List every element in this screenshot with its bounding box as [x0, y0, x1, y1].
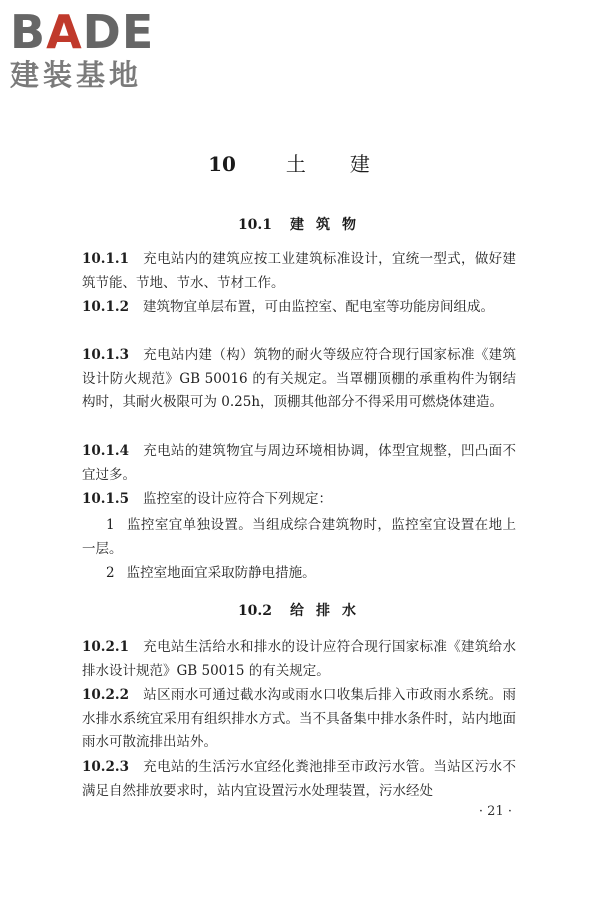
clause-text: 充电站内建（构）筑物的耐火等级应符合现行国家标准《建筑设计防火规范》GB 50016 的有关规定。当罩棚顶棚的承重构件为钢结构时，其耐火极限可为 0.25h，顶棚其他部分不得采用可燃烧体建造。 [82, 347, 516, 410]
brand-logo [10, 5, 180, 92]
clause-number: 10.2.2 [82, 687, 129, 703]
list-item [82, 514, 516, 561]
clause [82, 488, 516, 512]
section-number: 10.2 [237, 603, 273, 619]
clause-number: 10.2.3 [82, 759, 129, 775]
logo-letter-b: B [10, 5, 47, 59]
list-item-number: 2 [106, 565, 115, 581]
list-item-text: 监控室地面宜采取防静电措施。 [126, 565, 316, 581]
clause-text: 监控室的设计应符合下列规定： [142, 491, 332, 507]
logo-wordmark [10, 5, 180, 59]
section-title-char: 筑 [316, 217, 331, 233]
section-number: 10.1 [237, 217, 273, 233]
list-item-text: 监控室宜单独设置。当组成综合建筑物时，监控室宜设置在地上一层。 [82, 517, 516, 557]
clause-number: 10.1.2 [82, 299, 129, 315]
clause-number: 10.1.5 [82, 491, 129, 507]
clause-text: 站区雨水可通过截水沟或雨水口收集后排入市政雨水系统。雨水排水系统宜采用有组织排水方式。当不具备集中排水条件时，站内地面雨水可散流排出站外。 [82, 687, 516, 750]
section-title-char: 建 [290, 217, 305, 233]
clause [82, 636, 516, 683]
section-title-char: 排 [316, 603, 331, 619]
chapter-number: 10 [208, 152, 236, 176]
clause-number: 10.1.3 [82, 347, 129, 363]
logo-letters-de: DE [82, 5, 155, 59]
clause-number: 10.2.1 [82, 639, 129, 655]
chapter-title [0, 148, 600, 177]
clause-number: 10.1.4 [82, 443, 129, 459]
clause-number: 10.1.1 [82, 251, 129, 267]
clause [82, 248, 516, 295]
logo-subtitle: 建装基地 [10, 58, 143, 92]
clause [82, 344, 516, 415]
section-title-char: 给 [290, 603, 305, 619]
list-item [82, 562, 516, 586]
page-number: · 21 · [478, 804, 512, 819]
logo-letter-a: A [46, 5, 83, 59]
section-title-char: 物 [342, 217, 357, 233]
clause [82, 296, 516, 320]
chapter-title-char: 土 [285, 152, 306, 176]
clause-text: 充电站的生活污水宜经化粪池排至市政污水管。当站区污水不满足自然排放要求时，站内宜设置污水处理装置，污水经处 [82, 759, 516, 799]
clause [82, 440, 516, 487]
clause-text: 充电站的建筑物宜与周边环境相协调，体型宜规整，凹凸面不宜过多。 [82, 443, 516, 483]
section-heading [0, 214, 600, 234]
clause-text: 建筑物宜单层布置，可由监控室、配电室等功能房间组成。 [142, 299, 494, 315]
clause [82, 684, 516, 755]
clause-text: 充电站内的建筑应按工业建筑标准设计，宜统一型式，做好建筑节能、节地、节水、节材工作。 [82, 251, 516, 291]
list-item-number: 1 [106, 517, 115, 533]
section-title-char: 水 [342, 603, 357, 619]
chapter-title-char: 建 [349, 152, 370, 176]
section-heading [0, 600, 600, 620]
clause-text: 充电站生活给水和排水的设计应符合现行国家标准《建筑给水排水设计规范》GB 50015 的有关规定。 [82, 639, 516, 679]
clause [82, 756, 516, 803]
